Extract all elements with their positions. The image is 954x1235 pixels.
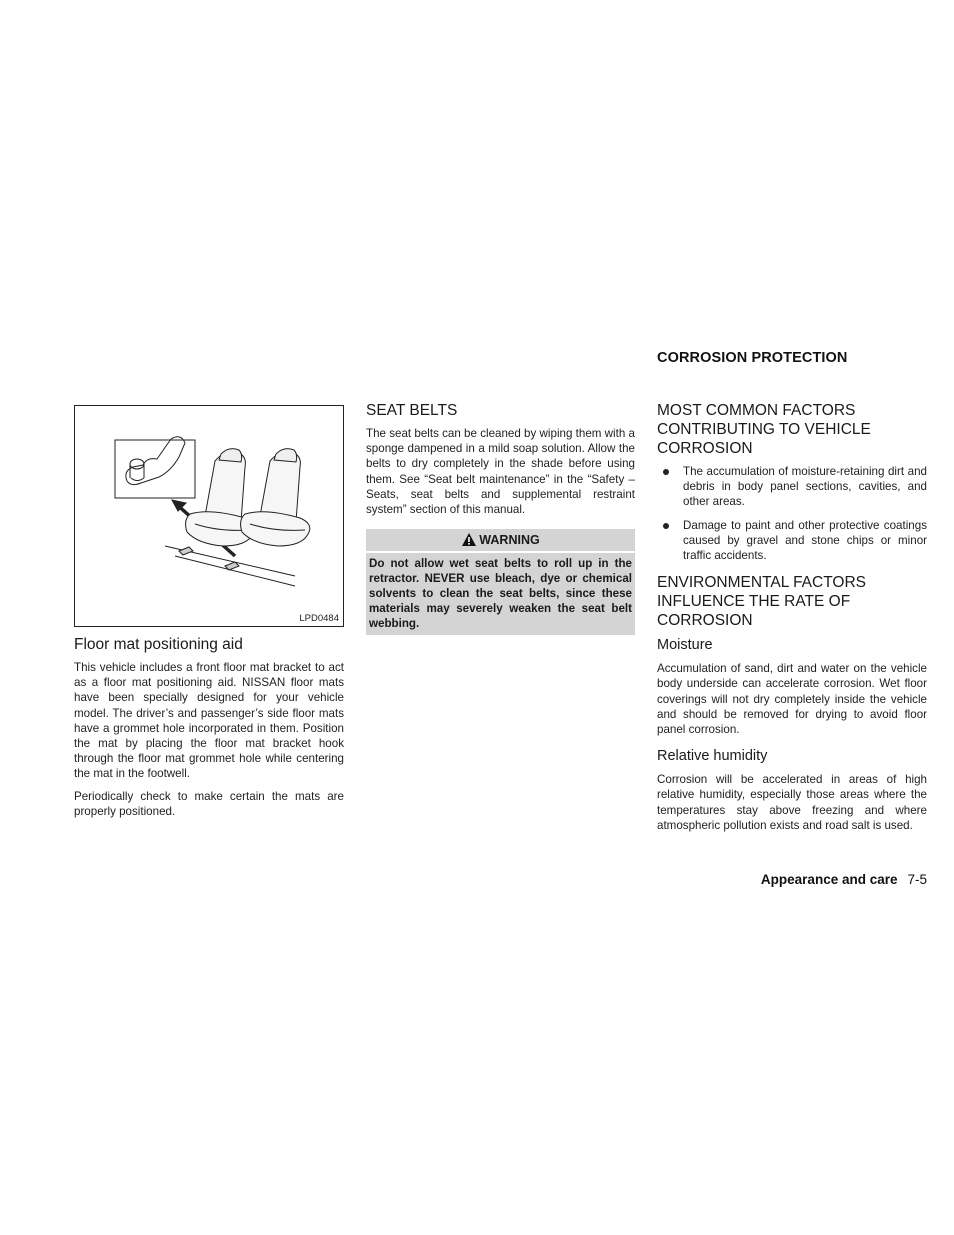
warning-box (366, 529, 635, 635)
common-factors-heading: MOST COMMON FACTORS CONTRIBUTING TO VEHICLE CORROSION (657, 402, 871, 457)
section-title: CORROSION PROTECTION (657, 350, 848, 366)
bullet-icon (663, 523, 669, 529)
warning-header (366, 529, 635, 553)
column-middle (366, 401, 635, 635)
column-left (74, 405, 344, 826)
list-item: Damage to paint and other protective coatings caused by gravel and stone chips or minor traffic accidents. (657, 518, 927, 564)
humidity-paragraph: Corrosion will be accelerated in areas of high relative humidity, especially those areas where the temperatures stay above freezing and where atmospheric pollution exists and road salt is used. (657, 773, 927, 832)
environmental-factors-heading: ENVIRONMENTAL FACTORS INFLUENCE THE RATE OF CORROSION (657, 574, 866, 630)
column-right (657, 401, 927, 840)
factors-list (657, 464, 927, 563)
seat-belts-heading: SEAT BELTS (366, 402, 458, 419)
floor-mat-illustration (74, 405, 344, 627)
list-item: The accumulation of moisture-retaining dirt and debris in body panel sections, cavities, and other areas. (657, 464, 927, 510)
floor-mat-paragraph: This vehicle includes a front floor mat bracket to act as a floor mat positioning aid. NISSAN floor mats have been specially designed for your vehicle model. The driver’s and passenger’s side floor mats have a grommet hole incorporated in them. Position the mat by placing the floor mat bracket hook through the floor mat grommet hole while centering the mat in the footwell. (74, 661, 344, 781)
chapter-title: Appearance and care (760, 872, 898, 887)
figure-code: LPD0484 (299, 613, 339, 624)
floor-mat-check-paragraph: Periodically check to make certain the mats are properly positioned. (74, 789, 344, 818)
humidity-heading: Relative humidity (657, 748, 768, 765)
moisture-heading: Moisture (657, 637, 713, 654)
floor-mat-heading: Floor mat positioning aid (74, 636, 243, 653)
bullet-icon (663, 469, 669, 475)
seat-belts-paragraph: The seat belts can be cleaned by wiping them with a sponge dampened in a mild soap solution. Allow the belts to dry completely in the shade before using them. See “Seat belt maintenance” in the “Safety – Seats, seat belts and supplemental restraint system” section of this manual. (366, 427, 635, 517)
warning-triangle-icon (461, 532, 477, 547)
warning-title: WARNING (479, 533, 540, 548)
warning-text: Do not allow wet seat belts to roll up in the retractor. NEVER use bleach, dye or chemical solvents to clean the seat belts, since these materials may severely weaken the seat belt webbing. (369, 557, 632, 631)
page-footer (761, 872, 927, 887)
page-number: 7-5 (907, 872, 927, 887)
seat-illustration-drawing (75, 406, 343, 626)
moisture-paragraph: Accumulation of sand, dirt and water on the vehicle body underside can accelerate corrosion. Wet floor coverings will not dry completely inside the vehicle and should be removed for drying to avoid floor panel corrosion. (657, 662, 927, 737)
